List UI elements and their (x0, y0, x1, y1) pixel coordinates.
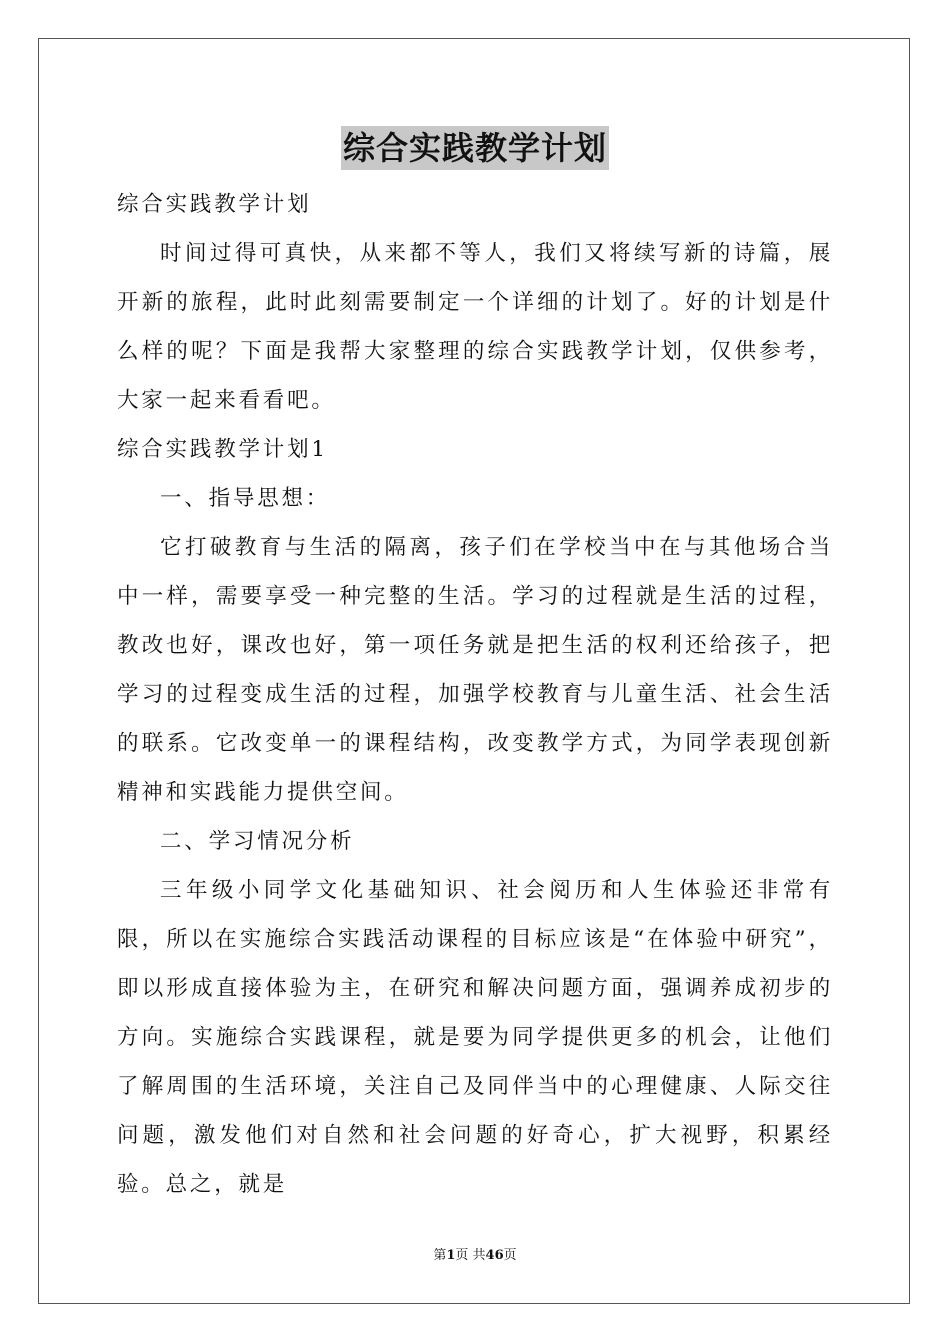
part2-heading: 二、学习情况分析 (160, 829, 355, 854)
document-body (117, 180, 833, 1209)
document-title: 综合实践教学计划 (341, 126, 609, 170)
page-prefix: 第 (433, 1248, 447, 1263)
part1-paragraph: 它打破教育与生活的隔离，孩子们在学校当中在与其他场合当中一样，需要享受一种完整的生活。学习的过程就是生活的过程，教改也好，课改也好，第一项任务就是把生活的权利还给孩子，把学习的过程变成生活的过程，加强学校教育与儿童生活、社会生活的联系。它改变单一的课程结构，改变教学方式，为同学表现创新精神和实践能力提供空间。 (117, 535, 833, 805)
section-heading: 综合实践教学计划1 (117, 437, 328, 462)
document-subtitle: 综合实践教学计划 (117, 192, 312, 217)
page-current: 1 (446, 1248, 456, 1263)
page-footer (0, 1246, 950, 1266)
page-mid: 页 共 (455, 1248, 486, 1263)
intro-paragraph: 时间过得可真快，从来都不等人，我们又将续写新的诗篇，展开新的旅程，此时此刻需要制定一个详细的计划了。好的计划是什么样的呢？下面是我帮大家整理的综合实践教学计划，仅供参考，大家一起来看看吧。 (117, 241, 833, 413)
part2-paragraph: 三年级小同学文化基础知识、社会阅历和人生体验还非常有限，所以在实施综合实践活动课程的目标应该是“在体验中研究”，即以形成直接体验为主，在研究和解决问题方面，强调养成初步的方向。实施综合实践课程，就是要为同学提供更多的机会，让他们了解周围的生活环境，关注自己及同伴当中的心理健康、人际交往问题，激发他们对自然和社会问题的好奇心，扩大视野，积累经验。总之，就是 (117, 878, 833, 1197)
title-container (0, 126, 950, 170)
page-total: 46 (485, 1248, 504, 1263)
page-suffix: 页 (503, 1248, 517, 1263)
part1-heading: 一、指导思想： (160, 486, 331, 511)
